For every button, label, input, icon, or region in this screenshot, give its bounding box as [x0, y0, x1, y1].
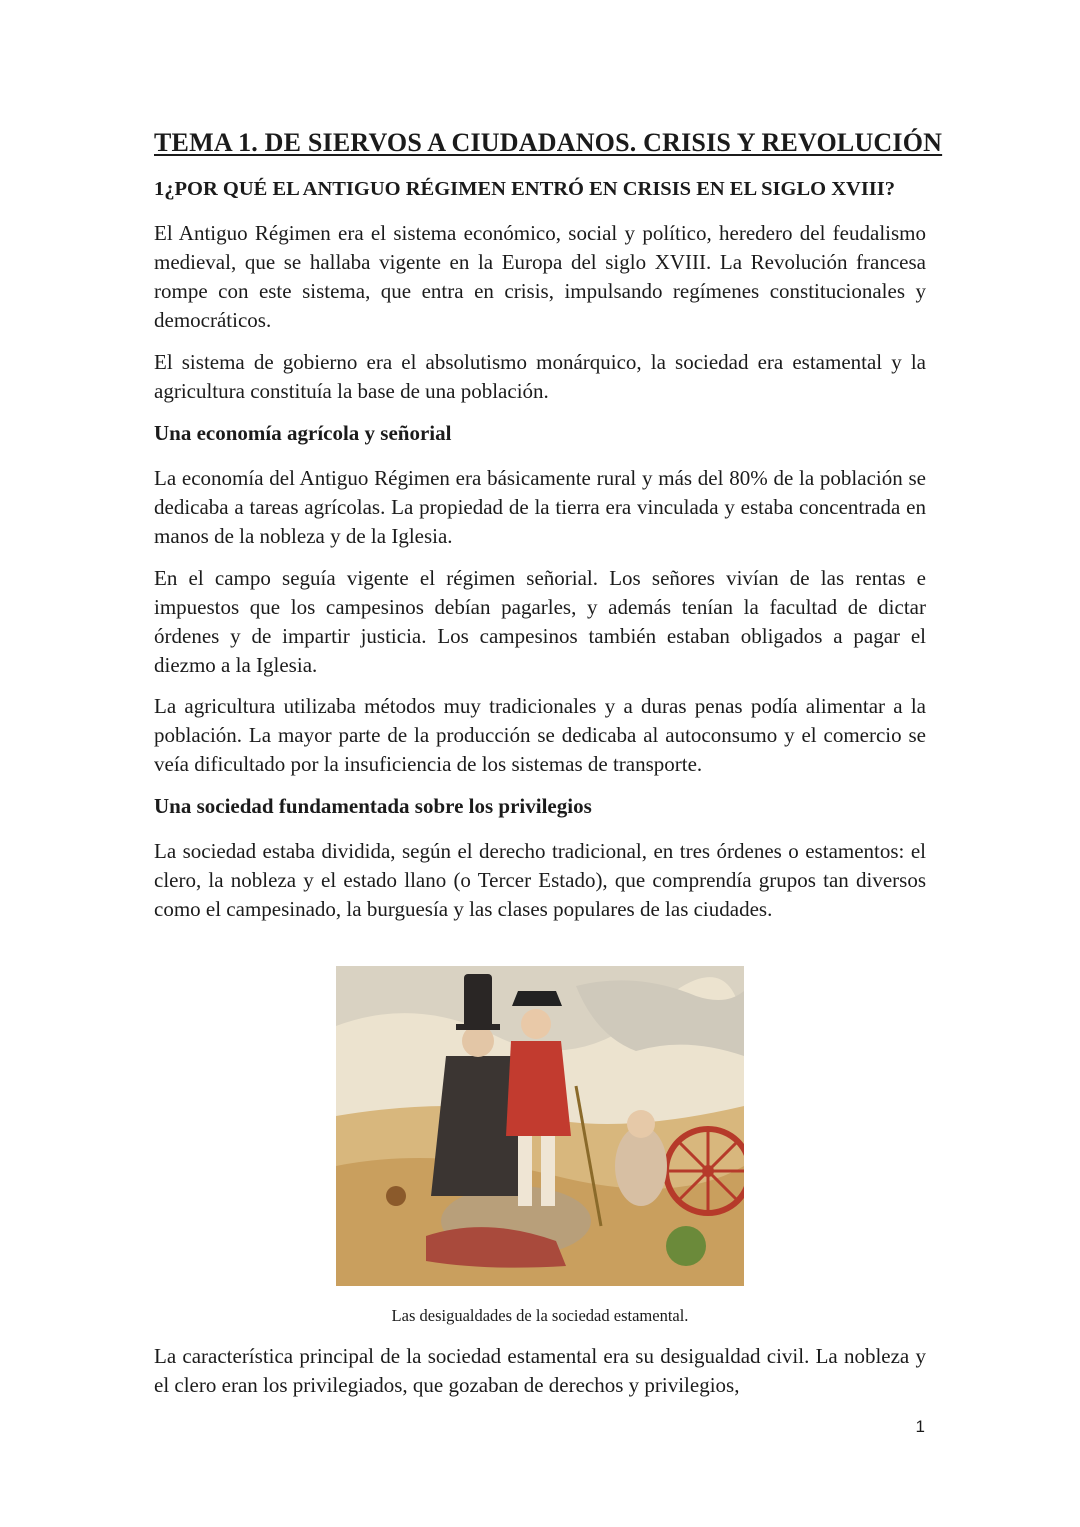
page-title: TEMA 1. DE SIERVOS A CIUDADANOS. CRISIS Y REVOLUCIÓN: [154, 128, 943, 157]
illustration-drawing: [336, 966, 744, 1286]
subheading-sociedad: Una sociedad fundamentada sobre los privilegios: [154, 794, 592, 818]
paragraph-1: El Antiguo Régimen era el sistema económico, social y político, heredero del feudalismo medieval, que se hallaba vigente en la Europa del siglo XVIII. La Revolución francesa rompe con este sistema, que entra en crisis, impulsando regímenes constitucionales y democráticos.: [154, 221, 926, 332]
section-heading: 1¿POR QUÉ EL ANTIGUO RÉGIMEN ENTRÓ EN CRISIS EN EL SIGLO XVIII?: [154, 178, 896, 200]
paragraph-7: La característica principal de la sociedad estamental era su desigualdad civil. La nobleza y el clero eran los privilegiados, que gozaban de derechos y privilegios,: [154, 1344, 926, 1397]
page-number: 1: [915, 1417, 925, 1436]
paragraph-6: La sociedad estaba dividida, según el derecho tradicional, en tres órdenes o estamentos: el clero, la nobleza y el estado llano (o Tercer Estado), que comprendía grupos tan diversos como el campesinado, la burguesía y las clases populares de las ciudades.: [154, 839, 926, 921]
figure-caption: Las desigualdades de la sociedad estamental.: [391, 1306, 689, 1325]
paragraph-3: La economía del Antiguo Régimen era básicamente rural y más del 80% de la población se dedicaba a tareas agrícolas. La propiedad de la tierra era vinculada y estaba concentrada en manos de la nobleza y de la Iglesia.: [154, 466, 926, 548]
paragraph-4: En el campo seguía vigente el régimen señorial. Los señores vivían de las rentas e impuestos que los campesinos debían pagarles, y además tenían la facultad de dictar órdenes y de impartir justicia. Los campesinos también estaban obligados a pagar el diezmo a la Iglesia.: [154, 566, 926, 677]
illustration-image: [336, 966, 744, 1286]
paragraph-2: El sistema de gobierno era el absolutismo monárquico, la sociedad era estamental y la agricultura constituía la base de una población.: [154, 350, 926, 403]
paragraph-5: La agricultura utilizaba métodos muy tradicionales y a duras penas podía alimentar a la población. La mayor parte de la producción se dedicaba al autoconsumo y el comercio se veía dificultado por la insuficiencia de los sistemas de transporte.: [154, 694, 926, 776]
subheading-economia: Una economía agrícola y señorial: [154, 421, 452, 445]
